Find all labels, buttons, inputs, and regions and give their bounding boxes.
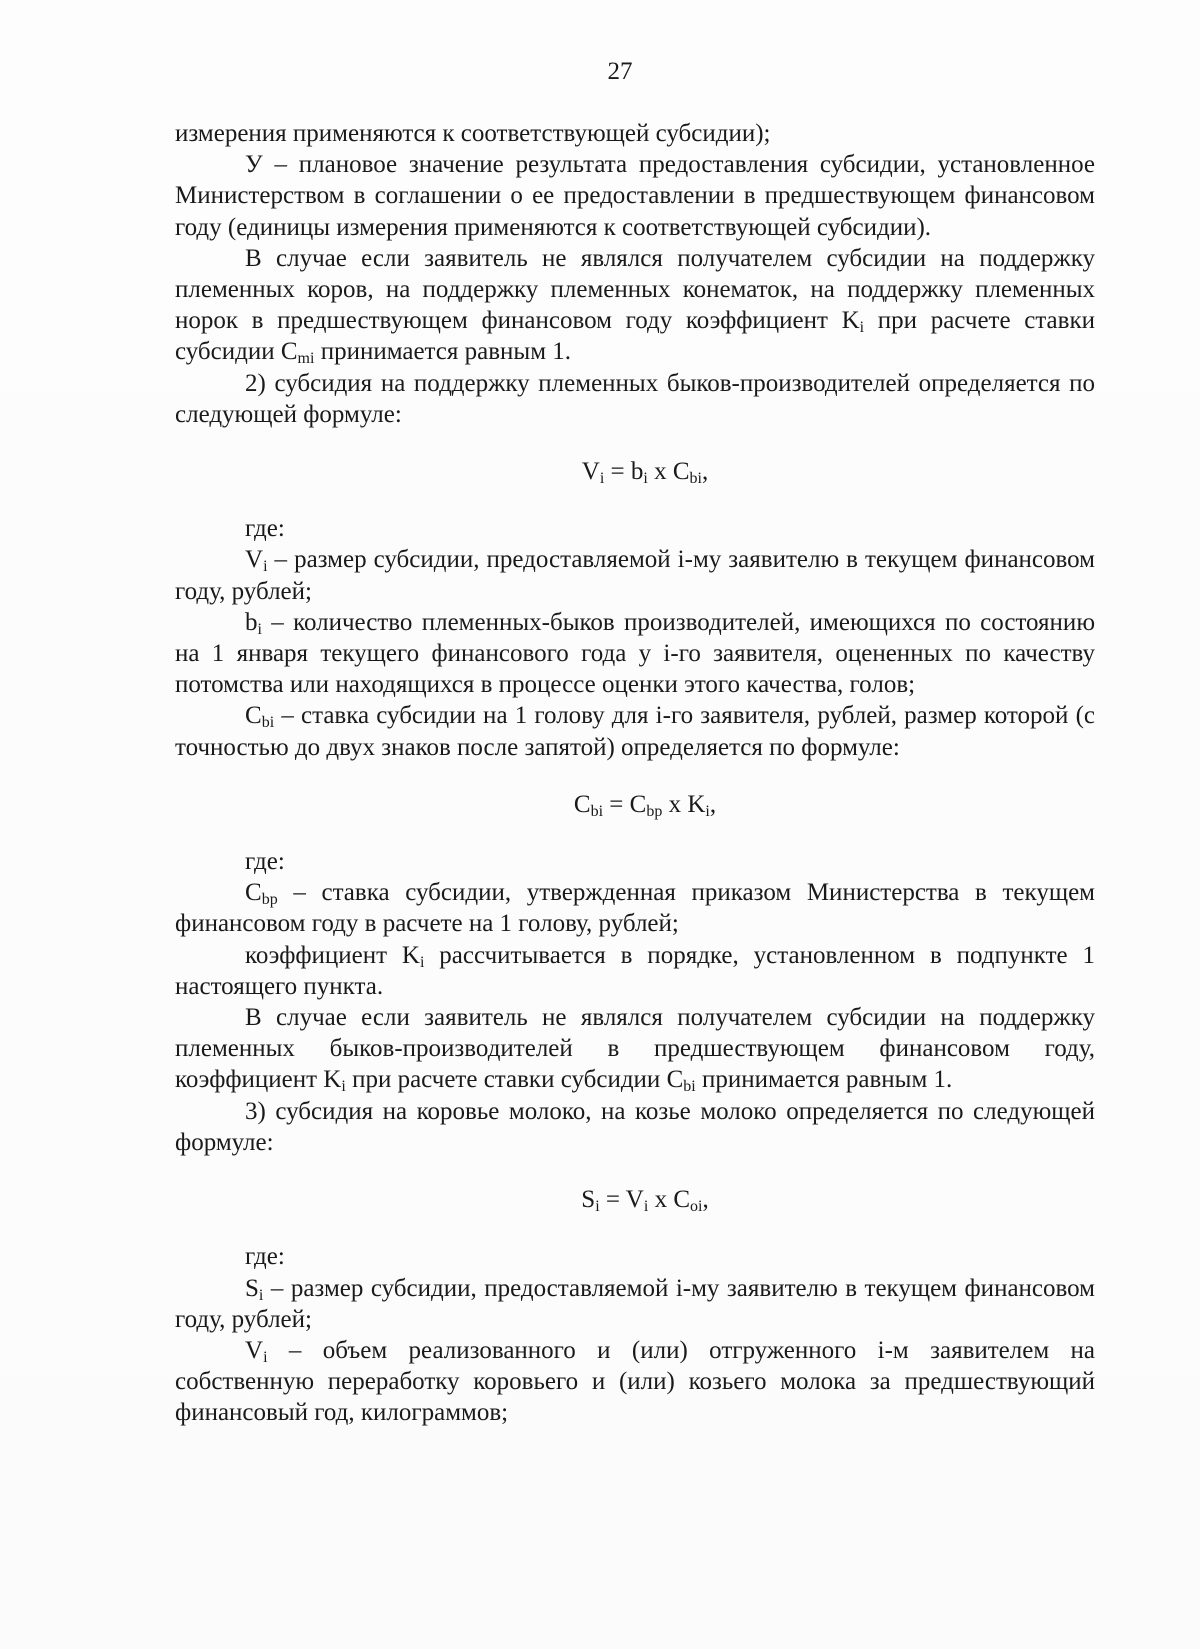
paragraph: измерения применяются к соответствующей субсидии);: [175, 120, 771, 147]
definition: коэффициент $K_i$ рассчитывается в порядке, установленном в подпункте 1 настоящего пункта.: [175, 941, 1095, 1000]
paragraph: В случае если заявитель не являлся получателем субсидии на поддержку племенных быков-производителей в предшествующем финансовом году, коэффициент $K_i$ при расчете ставки субсидии $C_{bi}$ принимается равным 1.: [175, 1004, 1095, 1096]
formula: $V_i = b_i$ x $C_{bi}$,: [581, 458, 709, 488]
definition: $C_{bi}$ – ставка субсидии на 1 голову для i-го заявителя, рублей, размер которой (с точностью до двух знаков после запятой) определяется по формуле:: [175, 702, 1095, 761]
definition: $S_i$ – размер субсидии, предоставляемой i-му заявителю в текущем финансовом году, рублей;: [175, 1274, 1095, 1333]
formula: $C_{bi} = C_{bp}$ x $K_i$,: [573, 790, 717, 820]
page-number: 27: [607, 58, 633, 85]
paragraph: В случае если заявитель не являлся получателем субсидии на поддержку племенных коров, на поддержку племенных конематок, на поддержку племенных норок в предшествующем финансовом году коэффициент $K_i$ при расчете ставки субсидии $C_{mi}$ принимается равным 1.: [175, 244, 1095, 368]
paragraph: 3) субсидия на коровье молоко, на козье молоко определяется по следующей формуле:: [175, 1097, 1095, 1156]
paragraph: У – плановое значение результата предоставления субсидии, установленное Министерством в соглашении о ее предоставлении в предшествующем финансовом году (единицы измерения применяются к соответствующей субсидии).: [175, 151, 1095, 241]
where-label: где:: [245, 1243, 285, 1271]
definition: $V_i$ – размер субсидии, предоставляемой i-му заявителю в текущем финансовом году, рублей;: [175, 546, 1095, 605]
where-label: где:: [245, 848, 285, 876]
where-label: где:: [245, 515, 285, 543]
definition: $b_i$ – количество племенных-быков производителей, имеющихся по состоянию на 1 января текущего финансового года у i-го заявителя, оцененных по качеству потомства или находящихся в процессе оценки этого качества, голов;: [175, 608, 1095, 699]
definition: $V_i$ – объем реализованного и (или) отгруженного i-м заявителем на собственную переработку коровьего и (или) козьего молока за предшествующий финансовый год, килограммов;: [175, 1336, 1095, 1427]
document-body: [175, 118, 1095, 1429]
formula: $S_i = V_i$ x $C_{oi}$,: [581, 1186, 709, 1216]
definition: $C_{bp}$ – ставка субсидии, утвержденная приказом Министерства в текущем финансовом году в расчете на 1 голову, рублей;: [175, 879, 1095, 938]
paragraph: 2) субсидия на поддержку племенных быков-производителей определяется по следующей формуле:: [175, 369, 1095, 428]
